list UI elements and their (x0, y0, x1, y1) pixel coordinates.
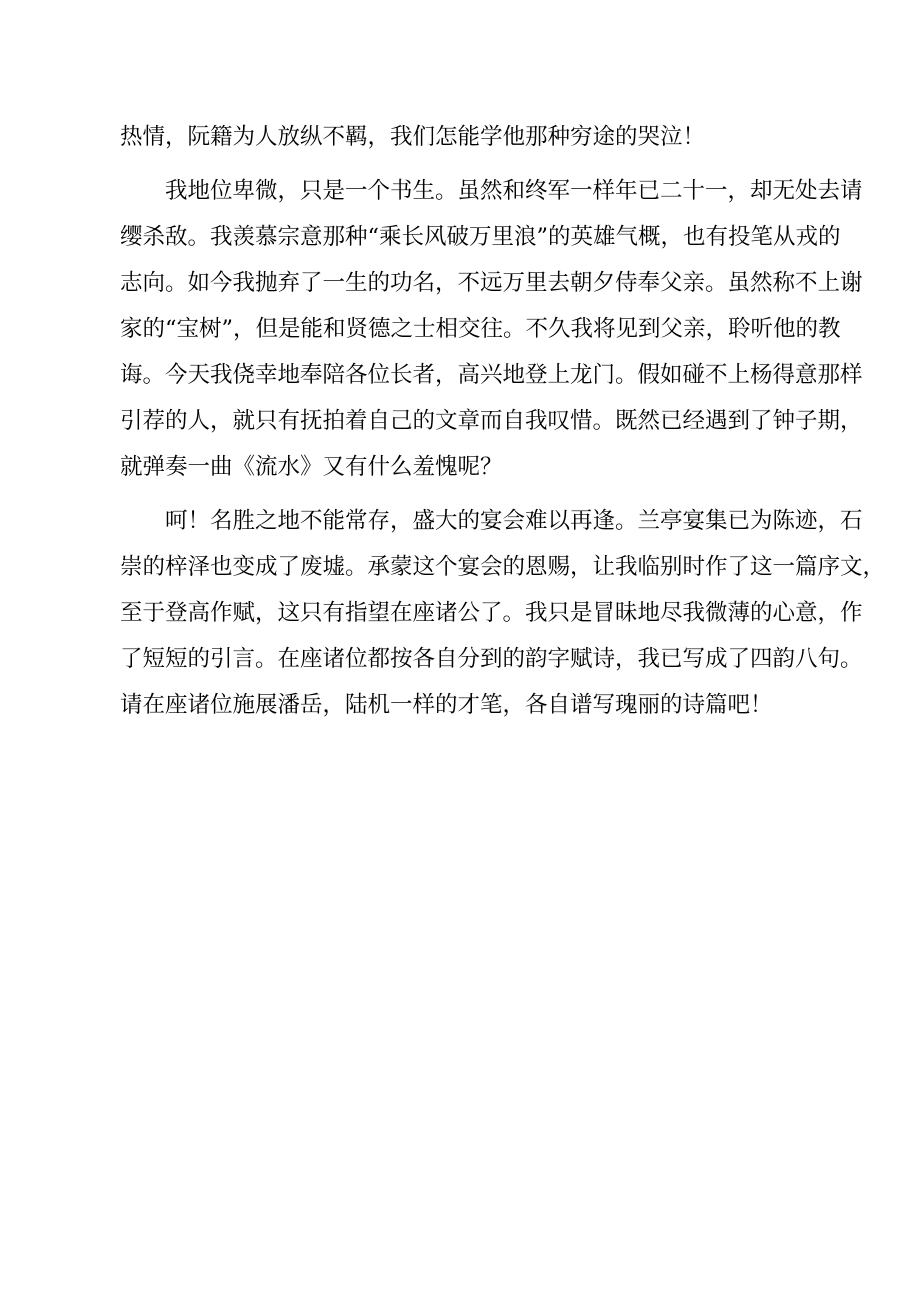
text-line: 崇的梓泽也变成了废墟。承蒙这个宴会的恩赐，让我临别时作了这一篇序文， (120, 554, 886, 580)
paragraph-gap (120, 490, 840, 498)
text-line: 请在座诸位施展潘岳，陆机一样的才笔，各自谱写瑰丽的诗篇吧！ (120, 692, 773, 718)
text-line: 了短短的引言。在座诸位都按各自分到的韵字赋诗，我已写成了四韵八句。 (120, 646, 863, 672)
body-text (120, 114, 886, 728)
text-line: 就弹奏一曲《流水》又有什么羞愧呢？ (120, 454, 503, 480)
paragraph (120, 168, 863, 490)
text-line: 志向。如今我抛弃了一生的功名，不远万里去朝夕侍奉父亲。虽然称不上谢 (120, 270, 863, 296)
text-line: 热情，阮籍为人放纵不羁，我们怎能学他那种穷途的哭泣！ (120, 124, 706, 150)
paragraph (120, 498, 886, 728)
paragraph-gap (120, 160, 840, 168)
text-line: 诲。今天我侥幸地奉陪各位长者，高兴地登上龙门。假如碰不上杨得意那样 (120, 362, 863, 388)
text-line: 呵！名胜之地不能常存，盛大的宴会难以再逢。兰亭宴集已为陈迹，石 (120, 508, 863, 534)
text-line: 家的“宝树”，但是能和贤德之士相交往。不久我将见到父亲，聆听他的教 (120, 316, 841, 342)
paragraph (120, 114, 840, 160)
text-line: 我地位卑微，只是一个书生。虽然和终军一样年已二十一，却无处去请 (120, 178, 863, 204)
text-line: 至于登高作赋，这只有指望在座诸公了。我只是冒昧地尽我微薄的心意，作 (120, 600, 863, 626)
text-line: 缨杀敌。我羡慕宗意那种“乘长风破万里浪”的英雄气概，也有投笔从戎的 (120, 224, 841, 250)
text-line: 引荐的人，就只有抚拍着自己的文章而自我叹惜。既然已经遇到了钟子期， (120, 408, 863, 434)
